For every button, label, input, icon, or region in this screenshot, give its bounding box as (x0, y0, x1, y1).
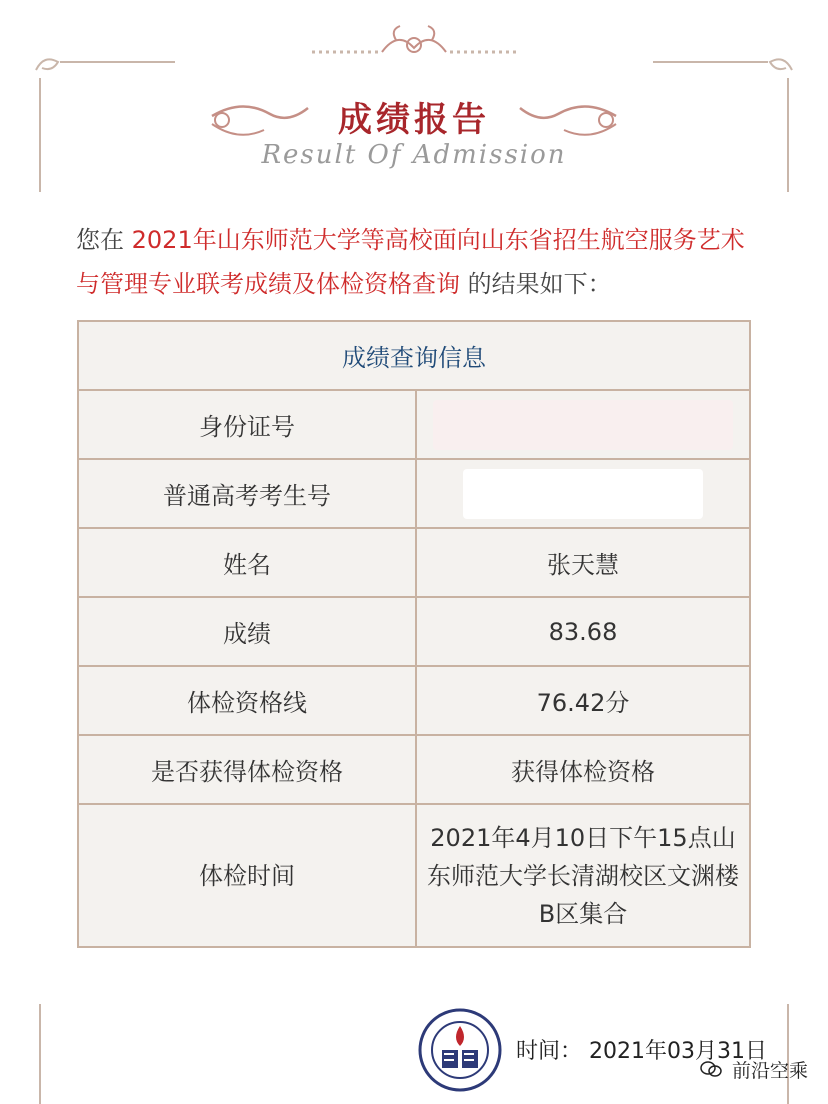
table-row (78, 597, 750, 666)
table-row (78, 666, 750, 735)
page-subtitle: Result Of Admission (261, 140, 567, 170)
redaction-mask (433, 400, 733, 450)
table-header: 成绩查询信息 (78, 321, 750, 390)
university-logo-icon (418, 1008, 502, 1092)
row-value-cutoff: 76.42分 (416, 666, 750, 735)
date-label: 时间： (516, 1039, 583, 1064)
date-value: 2021年03月31日 (589, 1039, 767, 1064)
intro-suffix: 的结果如下： (467, 270, 612, 298)
watermark (700, 1056, 808, 1083)
table-row (78, 735, 750, 804)
row-value-exam-time: 2021年4月10日下午15点山东师范大学长清湖校区文渊楼B区集合 (416, 804, 750, 947)
result-table (77, 320, 751, 948)
page-title: 成绩报告 (338, 100, 490, 140)
crown-ornament-icon (382, 26, 446, 52)
row-label-name: 姓名 (78, 528, 416, 597)
row-label-id-number: 身份证号 (78, 390, 416, 459)
watermark-text: 前沿空乘 (732, 1060, 809, 1082)
row-value-qualified: 获得体检资格 (416, 735, 750, 804)
row-label-exam-time: 体检时间 (78, 804, 416, 947)
intro-text (76, 218, 756, 306)
row-label-score: 成绩 (78, 597, 416, 666)
row-label-qualified: 是否获得体检资格 (78, 735, 416, 804)
table-row (78, 528, 750, 597)
row-value-id-number (416, 390, 750, 459)
row-value-exam-number (416, 459, 750, 528)
table-row (78, 390, 750, 459)
row-label-cutoff: 体检资格线 (78, 666, 416, 735)
intro-prefix: 您在 (76, 226, 124, 254)
row-value-name: 张天慧 (416, 528, 750, 597)
wechat-icon (700, 1060, 722, 1082)
row-value-score: 83.68 (416, 597, 750, 666)
table-row (78, 804, 750, 947)
row-label-exam-number: 普通高考考生号 (78, 459, 416, 528)
redaction-mask (463, 469, 703, 519)
intro-highlight: 2021年山东师范大学等高校面向山东省招生航空服务艺术与管理专业联考成绩及体检资格查询 (76, 226, 745, 298)
table-row (78, 459, 750, 528)
